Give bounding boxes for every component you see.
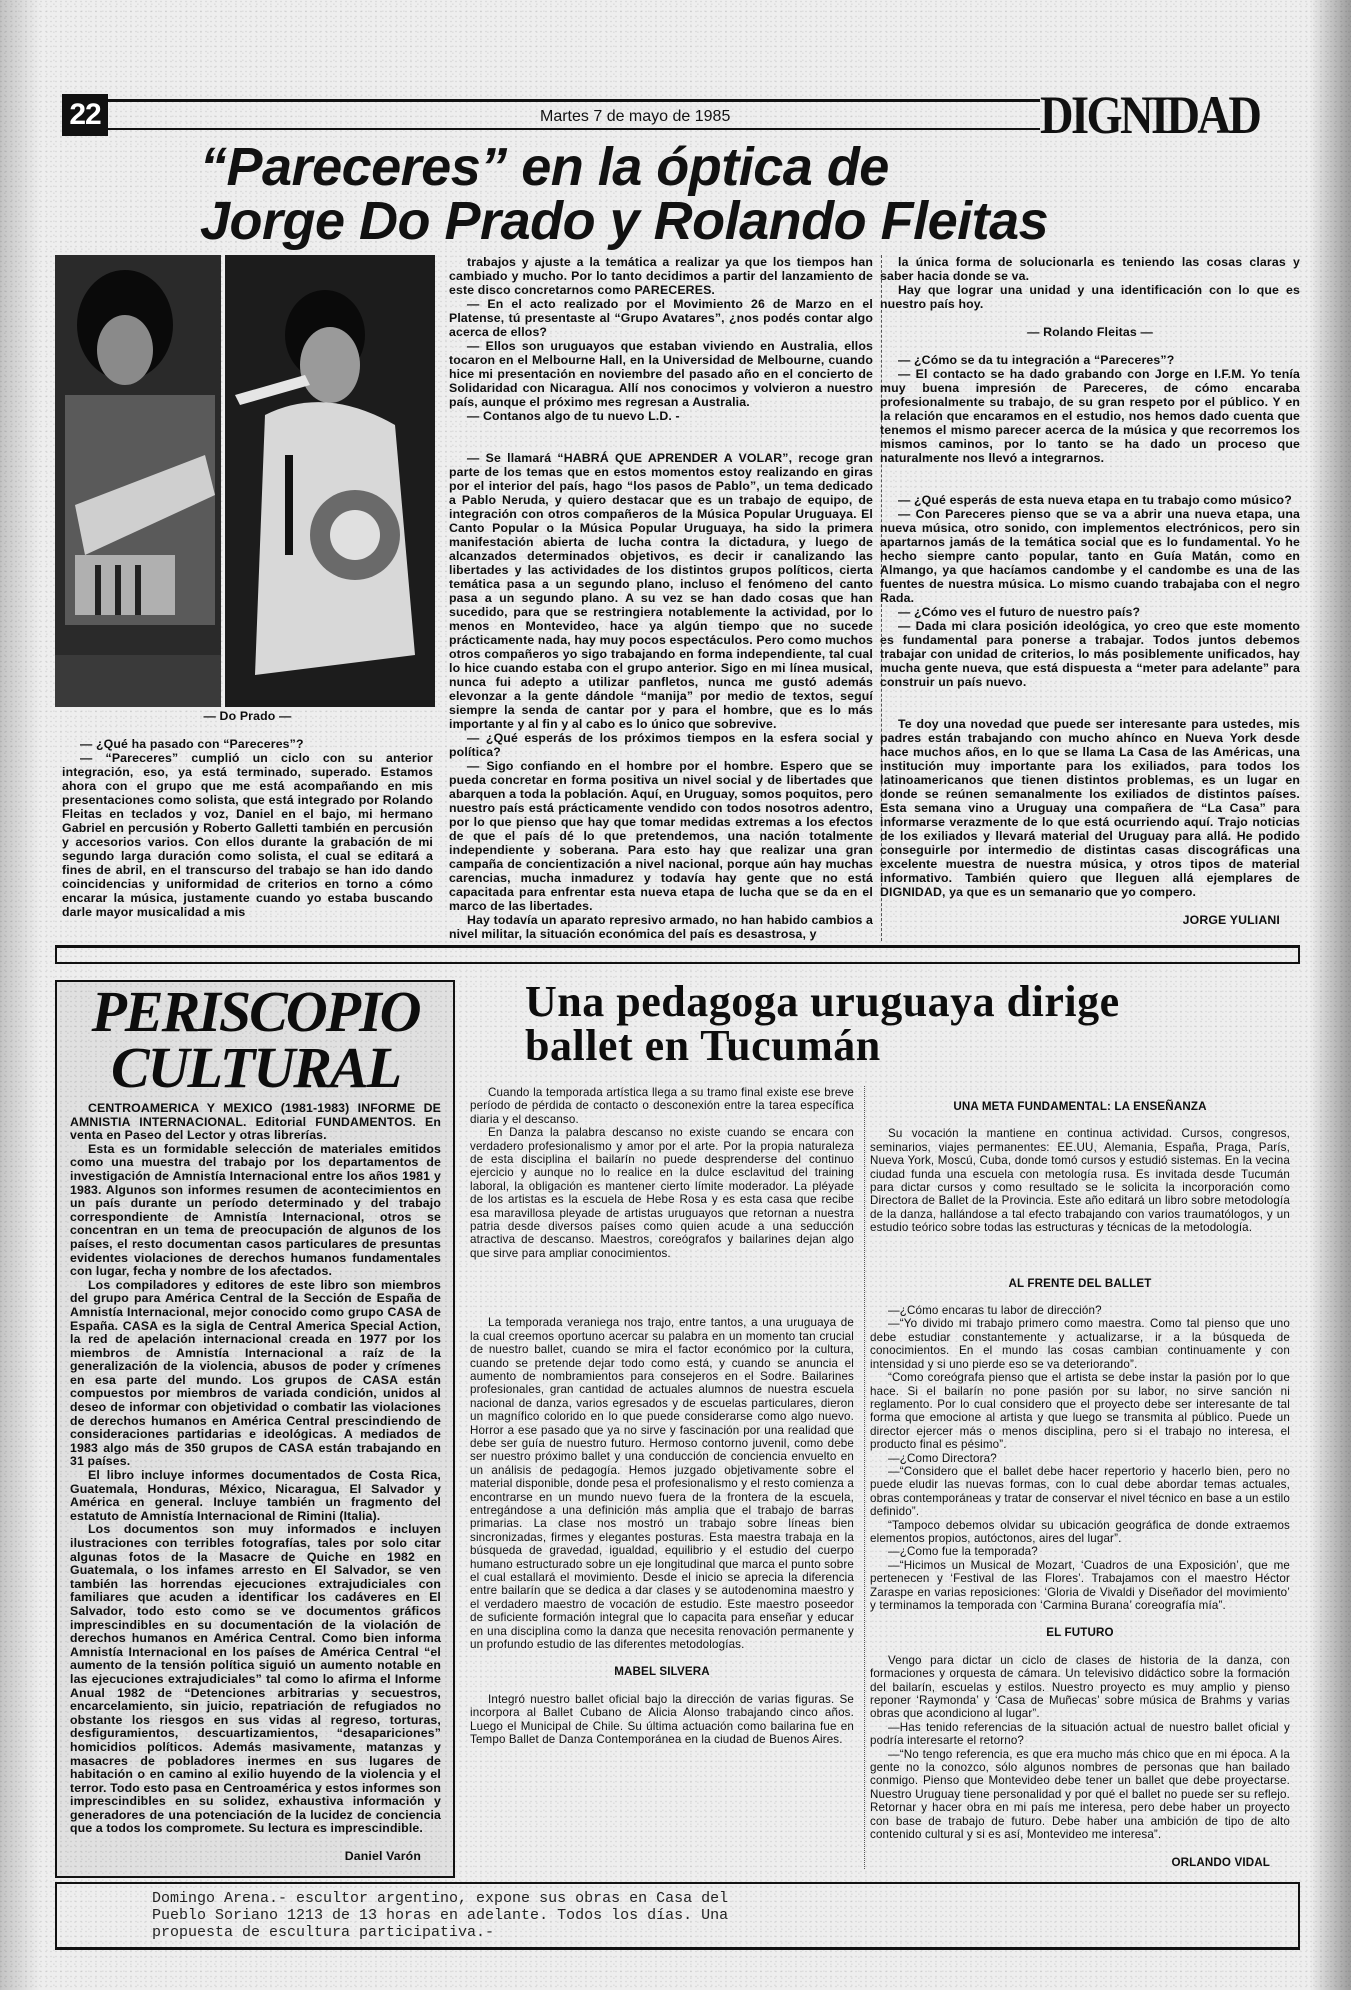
paragraph: En Danza la palabra descanso no existe cuando se encara con verdadero profesionalismo y amor por el arte. Por la propia naturaleza de esta disciplina el bailarín no puede desprenderse del continuo ejercicio y aunque no lo realice en la dulce esclavitud del training laboral, la obligación es mantener cierto límite moderador. La pléyade de los artistas es la escuela de Hebe Rosa y es esta casa que recibe esa maravillosa pleyade de artistas uruguayos que retornan a nuestra patria desde diversos países como quien acude a una seducción atractiva de descanso. Maestros, coreógrafos y bailarines dejan algo que sirve para ampliar conocimientos. <box>470 1126 854 1260</box>
paragraph: — Se llamará “HABRÁ QUE APRENDER A VOLAR”, recoge gran parte de los temas que en estos momentos estoy realizando en giras por el interior del país, hago “los pasos de Pablo”, un tema dedicado a Pablo Neruda, y quiero destacar que es un trabajo de equipo, de integración con otros compañeros de la Música Popular Uruguaya. El Canto Popular o la Música Popular Uruguaya, ha sido la primera manifestación abierta de lucha contra la dictadura, y luego de alcanzados determinados objetivos, es decir ir canalizando las libertades y las actividades de los distintos grupos políticos, cierta temática pasa a un segundo plano, incluso el fenómeno del canto pasa a un segundo plano. A su vez se han dado cosas que han sucedido, para que se restringiera notablemente la actividad, por lo menos en Montevideo, hace ya algún tiempo que no sucede prácticamente nada, hay muy pocos espectáculos. Pero como muchos otros compañeros yo sigo trabajando en forma independiente, tal cual lo hice cuando estaba con el grupo anterior. Sigo en mi línea musical, nunca fui adepto a utilizar panfletos, nunca me gustó además elevonzar a la gente dándole “manija” por medio de textos, seguí siempre la senda de cantar por y para el hombre, que es lo más importante y al fin y al cabo es lo único que sobrevive. <box>449 451 873 731</box>
section-separator <box>55 945 1300 964</box>
paragraph: —“Yo divido mi trabajo primero como maestra. Como tal pienso que uno debe estudiar constantemente y actualizarse, ir a la búsqueda de conocimientos. En el mundo las cosas cambian continuamente y con intensidad y si uno pierde eso se va deteriorando”. <box>870 1317 1290 1371</box>
header-rule-top <box>108 99 1040 102</box>
interview-question: — En el acto realizado por el Movimiento 26 de Marzo en el Platense, tú presentaste al “Grupo Avatares”, ¿nos podés contar algo acerca de ellos? <box>449 297 873 339</box>
paragraph: El libro incluye informes documentados de Costa Rica, Guatemala, Honduras, México, Nicaragua, El Salvador y América en general. Incluye también un fragmento del estatuto de Amnistía Internacional de Rimini (Italia). <box>70 1468 441 1523</box>
paragraph: Los compiladores y editores de este libro son miembros del grupo para América Central de la Sección de España de Amnistía Internacional, mejor conocido como grupo CASA de España. CASA es la sigla de Central America Special Action, la red de apelación internacional creada en 1977 por los miembros de Amnistía Internacional a raíz de la generalización de la violencia, abusos de poder y crímenes en esa parte del mundo. Los grupos de CASA están compuestos por miembros de variada condición, unidos al deseo de informar con objetividad o combatir las violaciones de derechos humanos en América Central prescindiendo de consideraciones partidarias e ideológicas. A mediados de 1983 algo más de 350 grupos de CASA están trabajando en 31 países. <box>70 1277 441 1469</box>
paragraph: — Sigo confiando en el hombre por el hombre. Espero que se pueda concretar en forma positiva un nivel social y de libertades que abarquen a toda la población. Aquí, en Uruguay, somos poquitos, pero nuestro país está prácticamente vendido con todos nosotros adentro, por lo que pienso que hay que tomar medidas extremas a los efectos de que el país dé lo que pretendemos, una nación totalmente independiente y soberana. Para esto hay que realizar una gran campaña de concientización a nivel nacional, porque aún hay muchas carencias, mucha inmadurez y todavía hay gente que no está capacitada para enfrentar esta nueva etapa de lucha que se da en el marco de las libertades. <box>449 759 873 913</box>
issue-date: Martes 7 de mayo de 1985 <box>540 108 731 125</box>
spacer <box>470 1260 854 1288</box>
spacer <box>870 1235 1290 1263</box>
notice-text <box>152 1890 1288 1941</box>
section-heading: MABEL SILVERA <box>614 1665 710 1679</box>
spacer <box>880 689 1300 717</box>
paragraph: Vengo para dictar un ciclo de clases de historia de la danza, con formaciones y orquesta de cámara. Un televisivo didáctico sobre la formación del bailarín, escuelas y estilos. Nuestro proyecto es muy amplio y pienso reponer ‘Raymonda’ y ‘Casa de Muñecas’ sobre música de Brahms y varias obras que acondiciono al lugar”. <box>870 1653 1290 1721</box>
paragraph: —“Considero que el ballet debe hacer repertorio y hacerlo bien, pero no puede eludir las nuevas formas, con lo cual debe abordar temas actuales, obras contemporáneas y tratar de conservar el nivel técnico en base a un estilo definido”. <box>870 1464 1290 1519</box>
interview-question: — ¿Cómo ves el futuro de nuestro país? <box>898 605 1141 619</box>
periscopio-title-line-2: CULTURAL <box>110 1035 401 1100</box>
interview-question: — ¿Cómo se da tu integración a “Pareceres”? <box>898 353 1175 367</box>
ballet-headline-line-2: ballet en Tucumán <box>525 1021 881 1070</box>
headline-line-2: Jorge Do Prado y Rolando Fleitas <box>200 191 1049 251</box>
paragraph: trabajos y ajuste a la temática a realizar ya que los tiempos han cambiado y mucho. Por lo tanto decidimos a partir del lanzamiento de este disco concretarnos como PARECERES. <box>449 255 873 297</box>
interview-left-area <box>55 255 435 941</box>
periscopio-box <box>55 980 455 1878</box>
paragraph: Te doy una novedad que puede ser interesante para ustedes, mis padres están trabajando con mucho ahínco en Nueva York desde hace muchos años, en lo que se llama La Casa de las Américas, una institución muy importante para los exiliados, para todos los latinoamericanos que tienen distintos problemas, es un lugar en donde se reúnen semanalmente los exiliados de distintos países. Esta semana vino a Uruguay una compañera de “La Casa” para informarse verazmente de lo que está ocurriendo aquí. Trajo noticias de los exiliados y llevará material del Uruguay para allá. He podido conseguirle por intermedio de distintas casas discográficas una excelente muestra de nuestra música, y otros tipos de material informativo. También quiero que lleguen allá ejemplares de DIGNIDAD, ya que es un semanario que yo compero. <box>880 717 1300 899</box>
interview-question: — ¿Qué esperás de los próximos tiempos en la esfera social y política? <box>449 731 873 759</box>
byline: JORGE YULIANI <box>1182 913 1280 927</box>
paragraph: Su vocación la mantiene en continua actividad. Cursos, congresos, seminarios, viajes permanentes: EE.UU, Alemania, España, Praga, París, Nueva York, Moscú, Cuba, donde tomó cursos y estudió sistemas. En la vecina ciudad funda una escuela con metología rusa. Es invitada desde Tucumán para dictar cursos y como resultado se le solicita la incorporación como Directora de Ballet de la Provincia. Este año editará un libro sobre metodología de la danza, hallándose a tal efecto trabajando con varios traumatólogos, y un estudio teórico sobre todas las estructuras y técnicas de la metodología. <box>870 1127 1290 1235</box>
interview-section <box>55 255 1300 941</box>
paragraph: CENTROAMERICA Y MEXICO (1981-1983) INFORME DE AMNISTIA INTERNACIONAL. Editorial FUNDAMENTOS. En venta en Paseo del Lector y otras librerías. <box>70 1101 441 1143</box>
paragraph: Cuando la temporada artística llega a su tramo final existe ese breve período de pérdida de contacto o desconexión entre la tarea específica diaria y el descanso. <box>470 1086 854 1126</box>
paragraph: — El contacto se ha dado grabando con Jorge en I.F.M. Yo tenía muy buena impresión de Pareceres, de cómo encaraba profesionalmente su trabajo, de su gran respeto por el público. Y en la relación que encaramos en el estudio, nos hemos dado cuenta que tenemos el mismo parecer acerca de la música y que recorremos los mismos caminos, por lo tanto se ha dado un proceso que naturalmente nos llevó a integrarnos. <box>880 367 1300 465</box>
bottom-section <box>55 977 1300 1878</box>
periscopio-title-line-1: PERISCOPIO <box>91 979 420 1044</box>
notice-box <box>55 1882 1300 1950</box>
masthead-logo: DIGNIDAD <box>1040 85 1260 145</box>
interview-question: — ¿Qué esperás de esta nueva etapa en tu trabajo como músico? <box>898 493 1292 507</box>
paragraph: —¿Cómo encaras tu labor de dirección? <box>888 1304 1102 1318</box>
paragraph: — Dada mi clara posición ideológica, yo creo que este momento es fundamental para ponerse a trabajar. Todos juntos debemos trabajar con unidad de criterios, lo más posiblemente unificados, hay mucha gente nueva, que está dispuesta a “meter para adelante” para construir un país nuevo. <box>880 619 1300 689</box>
paragraph: Integró nuestro ballet oficial bajo la dirección de varias figuras. Se incorpora al Ballet Cubano de Alicia Alonso trabajando cinco años. Luego el Municipal de Chile. Su última actuación como bailarina fue en Tempo Ballet de Danza Contemporánea en la ciudad de Buenos Aires. <box>470 1692 854 1747</box>
paragraph: Los documentos son muy informados e incluyen ilustraciones con terribles fotografías, tales por solo citar algunas fotos de la Masacre de Quiche en 1982 en Guatemala, o los infames arresto en El Salvador, se ven también las horrendas ejecuciones extrajudiciales con familiares que acuden a identificar los cadáveres en El Salvador, todo esto como se ve documentos gráficos imprescindibles en su documentación de la violación de derechos humanos en América Central. Como bien informa Amnistía Internacional en los países de América Central “el aumento de la tensión política siguió un aumento notable en las ejecuciones extrajudiciales” tal como lo afirma el Informe Anual 1982 de “Detenciones arbitrarias y secuestros, encarcelamiento, sin juicio, repatriación de refugiados no obstante los riesgos en sus vidas al regreso, torturas, desfiguramientos, descuartizamientos, “desapariciones” homicidios políticos. Además masivamente, matanzas y masacres de pobladores inermes en sus lugares de habitación o en camino al exilio huyendo de la violencia y el terror. Todo esto pasa en Centroamérica y estos informes son imprescindibles en su solidez, exhaustiva información y generadores de una potenciación de la lucidez de conciencia que a todos los compromete. Su lectura es imprescindible. <box>70 1522 441 1836</box>
ballet-article <box>470 977 1300 1878</box>
paragraph: Hay todavía un aparato represivo armado, no han habido cambios a nivel militar, la situación económica del país es desastrosa, y <box>449 913 873 941</box>
spacer <box>880 465 1300 493</box>
paragraph: — “Pareceres” cumplió un ciclo con su anterior integración, eso, ya está terminado, superado. Estamos ahora con el grupo que me está acompañando en mis presentaciones como solista, que está integrado por Rolando Fleitas en teclados y voz, Daniel en el bajo, mi hermano Gabriel en percusión y Roberto Galletti también en percusión y accesorios varios. Con ellos durante la grabación de mi segundo larga duración como solista, el cual se editará a fines de abril, en el transcurso del trabajo se han ido dando coincidencias y uniformidad de criterios en torno a cómo encarar la música, justamente cuando yo estaba buscando darle mayor musicalidad a mis <box>62 751 433 919</box>
periscopio-body <box>70 1102 441 1864</box>
paragraph: —¿Como fue la temporada? <box>888 1545 1038 1559</box>
ballet-columns <box>470 1086 1300 1869</box>
paragraph: —Has tenido referencias de la situación actual de nuestro ballet oficial y podría interesarte el retorno? <box>870 1720 1290 1748</box>
interview-column-right <box>880 255 1300 941</box>
paragraph: la única forma de solucionarla es teniendo las cosas claras y saber hacia donde se va. <box>880 255 1300 283</box>
paragraph: “Como coreógrafa pienso que el artista se debe instar la pasión por lo que hace. Si el bailarín no pone pasión por su labor, no sirve sanción ni reglamento. Por lo cual considero que el proyecto debe ser interesante de tal forma que emocione al artista y que luego se transmita al público. Puede un director ejercer más o menos disciplina, pero si el trabajo no interesa, el producto final es pésimo”. <box>870 1371 1290 1452</box>
notice-line-2: Pueblo Soriano 1213 de 13 horas en adelante. Todos los días. Una <box>152 1906 729 1924</box>
paragraph: — Ellos son uruguayos que estaban viviendo en Australia, ellos tocaron en el Melbourne Hall, en la Universidad de Melbourne, cuando hice mi presentación en noviembre del pasado año en el concierto de Solidaridad con Nicaragua. Allí nos conocimos y volvieron a nuestro país, aunque el próximo mes regresan a Australia. <box>449 339 873 409</box>
paragraph: La temporada veraniega nos trajo, entre tantos, a una uruguaya de la cual creemos oportuno acercar su palabra en un momento tan crucial de nuestro ballet, cuando se mira el factor económico por la cultura, cuando se pretende dejar todo como está, y cuando se anuncia el aumento de nombramientos para consejeros en el Sodre. Bailarines profesionales, gran cantidad de actuales alumnos de nuestra escuela nacional de danza, varios egresados y de escuelas particulares, dieron un magnífico colorido en lo que puede considerarse como algo nuevo. Horror a ese pasado que ya no sirve y fascinación por una realidad que debe ser guía de nuestro futuro. Hermoso contorno juvenil, como debe ser nuestro próximo ballet y una conducción de conciencia envuelto en un análisis de pedagogía. Hemos juzgado objetivamente sobre el material disponible, donde pesa el profesionalismo y el resto comienza a encontrarse en un mundo nuevo fuera de la frontera de la escuela, entregándose a una definición más amplia que el trabajo de barras primarias. La clase nos mostró un trabajo sobre líneas bien sincronizadas, firmes y elegantes posturas. Esta maestra trabaja en la búsqueda de gravedad, igualdad, equilibrio y el estudio del cuerpo humano estructurado sobre un eje longitudinal que marca el punto sobre el cual estallará el movimiento. Desde el inicio se aprecia la diferencia entre bailarín que se dedica a dar clases y se autodenomina maestro y el verdadero maestro de vocación de estudio. Este maestro poseedor de suficiente formación integral que lo capacita para enseñar y educar en una disciplina como la danza que necesita renovación permanente y un profundo estudio de las diferentes metodologías. <box>470 1316 854 1652</box>
byline: Daniel Varón <box>344 1849 421 1864</box>
byline: ORLANDO VIDAL <box>1171 1855 1270 1869</box>
interview-question: — ¿Qué ha pasado con “Pareceres”? <box>80 737 304 751</box>
band-photo <box>55 255 435 707</box>
header-rule-bottom <box>108 128 1040 130</box>
section-heading: UNA META FUNDAMENTAL: LA ENSEÑANZA <box>953 1100 1207 1113</box>
ballet-headline-line-1: Una pedagoga uruguaya dirige <box>525 977 1120 1026</box>
paragraph: — Con Pareceres pienso que se va a abrir una nueva etapa, una nueva música, otro sonido, con implementos electrónicos, pero sin apartarnos jamás de la temática social que es lo fundamental. Yo he hecho siempre canto popular, tanto en Guía Matán, como en Almango, ya que hacíamos candombe y el candombe es una de las fuentes de nuestra música. Lo mismo cuando trabajaba con el negro Rada. <box>880 507 1300 605</box>
page-number: 22 <box>62 94 108 136</box>
headline-line-1: “Pareceres” en la óptica de <box>200 137 889 197</box>
section-heading: AL FRENTE DEL BALLET <box>1008 1276 1152 1290</box>
interview-column-left <box>55 709 435 919</box>
paragraph: —“Hicimos un Musical de Mozart, ‘Cuadros de una Exposición’, que me pertenecen y ‘Festival de las Flores’. Trabajamos con el maestro Héctor Zaraspe en varias reposiciones: ‘Gloria de Vivaldi y Diseñador del movimiento’ y terminamos la temporada con ‘Carmina Burana’ coreografía mía”. <box>870 1558 1290 1612</box>
ballet-column-right <box>870 1086 1290 1869</box>
paragraph: Hay que lograr una unidad y una identificación con lo que es nuestro país hoy. <box>880 283 1300 311</box>
page-body <box>55 255 1300 1990</box>
section-heading: — Rolando Fleitas — <box>1027 325 1153 339</box>
section-heading: EL FUTURO <box>1046 1626 1114 1640</box>
paragraph: —¿Como Directora? <box>888 1451 997 1465</box>
interview-headline <box>200 137 1049 251</box>
interview-column-middle <box>449 255 882 941</box>
periscopio-title <box>70 979 441 1100</box>
section-heading: — Do Prado — <box>203 709 292 723</box>
ballet-column-middle <box>470 1086 865 1869</box>
band-photo-image <box>55 255 435 707</box>
paragraph: —“No tengo referencia, es que era mucho más chico que en mi época. A la gente no la conozco, sólo algunos nombres de personas que han bailado conmigo. Pienso que Montevideo debe tener un ballet que debe proyectarse. Nuestro Uruguay tiene personalidad y por qué el ballet no puede ser su reflejo. Retornar y hacer obra en mi país me interesa, pero debe haber un proyecto con base de trabajo de futuro. Debe haber una ambición de tipo de alto contenido cultural y si es así, Montevideo me interesa”. <box>870 1747 1290 1842</box>
paragraph: Esta es un formidable selección de materiales emitidos como una muestra del trabajo por los departamentos de investigación de Amnistía Internacional entre los años 1981 y 1983. Algunos son informes resumen de acontecimientos en un país durante un período determinado y del trabajo correspondiente de Amnistía Internacional, otros se concentran en un tema de preocupación de algunos de los países, el resto documentan casos particulares de presuntas evidentes violaciones de derechos humanos fundamentales con lugar, fecha y nombre de los afectados. <box>70 1141 441 1279</box>
notice-line-3: propuesta de escultura participativa.- <box>152 1923 495 1941</box>
interview-question: — Contanos algo de tu nuevo L.D. - <box>467 409 680 423</box>
ballet-headline <box>470 977 1300 1070</box>
notice-line-1: Domingo Arena.- escultor argentino, expone sus obras en Casa del <box>152 1889 729 1907</box>
spacer <box>449 423 873 451</box>
spacer <box>470 1288 854 1316</box>
paragraph: “Tampoco debemos olvidar su ubicación geográfica de donde extraemos elementos propios, autóctonos, aires del lugar”. <box>870 1518 1290 1545</box>
